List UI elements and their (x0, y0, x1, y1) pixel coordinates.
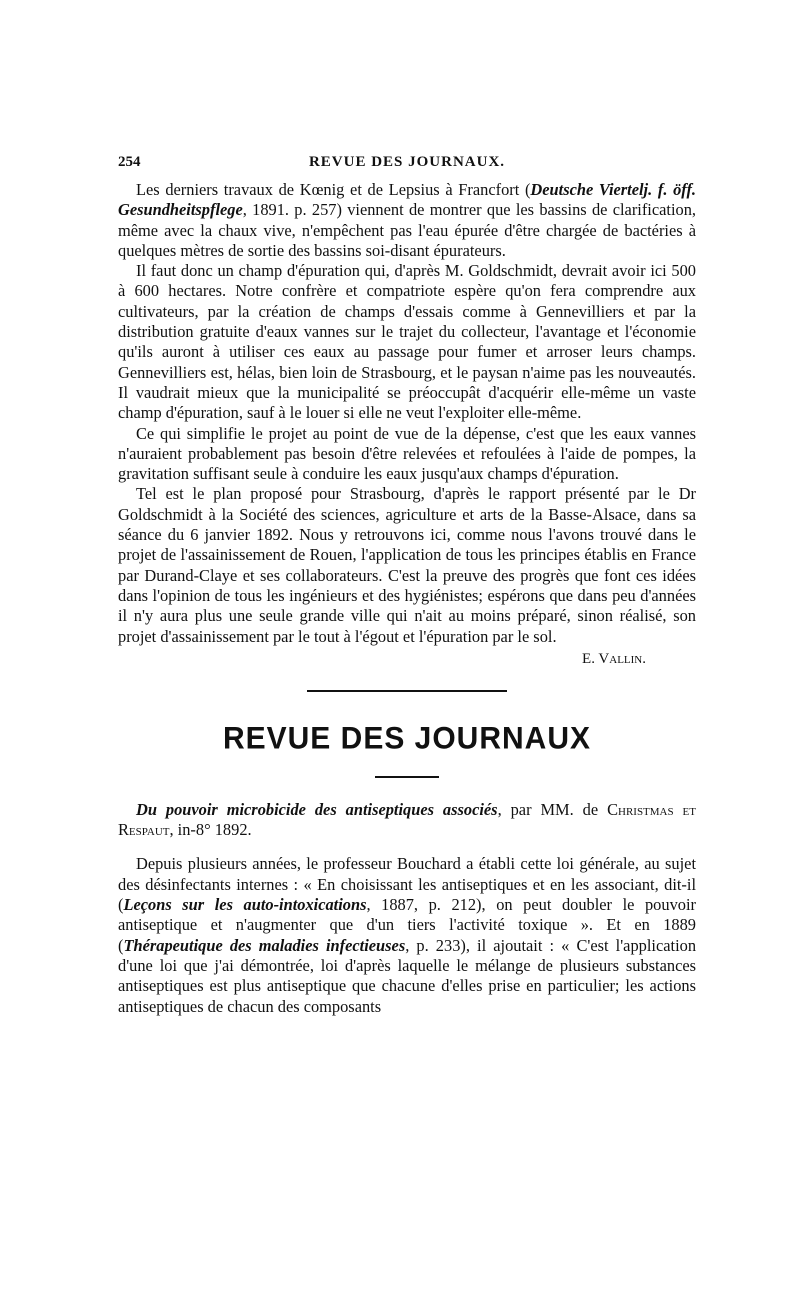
section-title: REVUE DES JOURNAUX (222, 720, 592, 756)
review-body-e: , p. 233), il ajoutait : « C'est l'application d'une loi que j'ai démontrée, loi d'après laquelle le mélange de plusieurs substances antiseptiques est plus antiseptique que chacune d'elles prise en particulier; les actions antiseptiques de chacun des composants (118, 935, 697, 1016)
review-body-a: Depuis plusieurs années, le professeur Bouchard a établi cette loi générale, au sujet des désinfectants internes : « En choisissant les antiseptiques et en les associant, dit-il ( (118, 854, 696, 915)
review-entry-title (118, 800, 696, 841)
paragraph-2: Il faut donc un champ d'épuration qui, d'après M. Goldschmidt, devrait avoir ici 500 à 600 hectares. Notre confrère et compatriote espère qu'on fera comprendre aux cultivateurs, par la création de champs d'essais comme à Gennevilliers et par la distribution gratuite d'eaux vannes sur le trajet du collecteur, l'avantage et l'économie qu'ils auront à utiliser ces eaux au passage pour fumer et arroser leurs champs. Gennevilliers est, hélas, bien loin de Strasbourg, et le paysan n'aime pas les nouveautés. Il vaudrait mieux que la municipalité se préoccupât d'acquérir elle-même un vaste champ d'épuration, sauf à le louer si elle ne veut l'exploiter elle-même. (118, 261, 696, 423)
review-body (118, 854, 696, 1016)
paragraph-3: Ce qui simplifie le projet au point de vue de la dépense, c'est que les eaux vannes n'auraient probablement pas besoin d'être relevées et refoulées à l'aide de pompes, la gravitation suffisant seule à conduire les eaux jusqu'aux champs d'épuration. (118, 423, 696, 484)
section-divider-top (307, 690, 507, 692)
journal-citation: Deutsche Viertelj. f. öff. Gesundheitspflege (118, 180, 696, 220)
citation-lecons: Leçons sur les auto-intoxications (123, 895, 367, 915)
page-number: 254 (118, 154, 141, 170)
document-page (118, 150, 696, 1017)
entry-title-rest: , par MM. de (497, 799, 599, 819)
running-head (118, 150, 696, 180)
citation-therapeutique: Thérapeutique des maladies infectieuses (123, 935, 406, 955)
paragraph-4: Tel est le plan proposé pour Strasbourg, d'après le rapport présenté par le Dr Goldschmidt à la Société des sciences, agriculture et arts de la Basse-Alsace, dans sa séance du 6 janvier 1892. Nous y retrouvons ici, comme nous l'avons trouvé dans le projet de l'assainissement de Rouen, l'application de tous les principes établis en France par Durand-Claye et ses collaborateurs. C'est la preuve des progrès que font ces idées dans l'opinion de tous les ingénieurs et des hygiénistes; espérons que dans peu d'années il n'y aura plus une seule grande ville qui n'ait au moins préparé, sinon réalisé, son projet d'assainissement par le tout à l'égout et l'épuration par le sol. (118, 484, 696, 646)
section-divider-bottom (375, 776, 439, 778)
entry-title-italic: Du pouvoir microbicide des antiseptiques associés (136, 799, 498, 819)
author-signature: E. Vallin. (582, 650, 646, 667)
paragraph-1 (118, 180, 696, 261)
running-title: REVUE DES JOURNAUX. (308, 154, 506, 170)
paragraph-1-text-c: , 1891. p. 257) viennent de montrer que les bassins de clarification, même avec la chaux vive, n'empêchent pas l'eau épurée d'être chargée de bactéries à quelques mètres de sortie des bassins soi-disant épurateurs. (118, 200, 696, 260)
entry-pub-info: , in-8° 1892. (169, 820, 252, 840)
entry-authors: Christmas et Respaut (118, 799, 696, 840)
review-body-c: , 1887, p. 212), on peut doubler le pouvoir antiseptique et n'augmenter que d'un tiers l'activité toxique ». Et en 1889 ( (118, 895, 696, 955)
paragraph-1-text-a: Les derniers travaux de Kœnig et de Lepsius à Francfort ( (136, 180, 531, 199)
